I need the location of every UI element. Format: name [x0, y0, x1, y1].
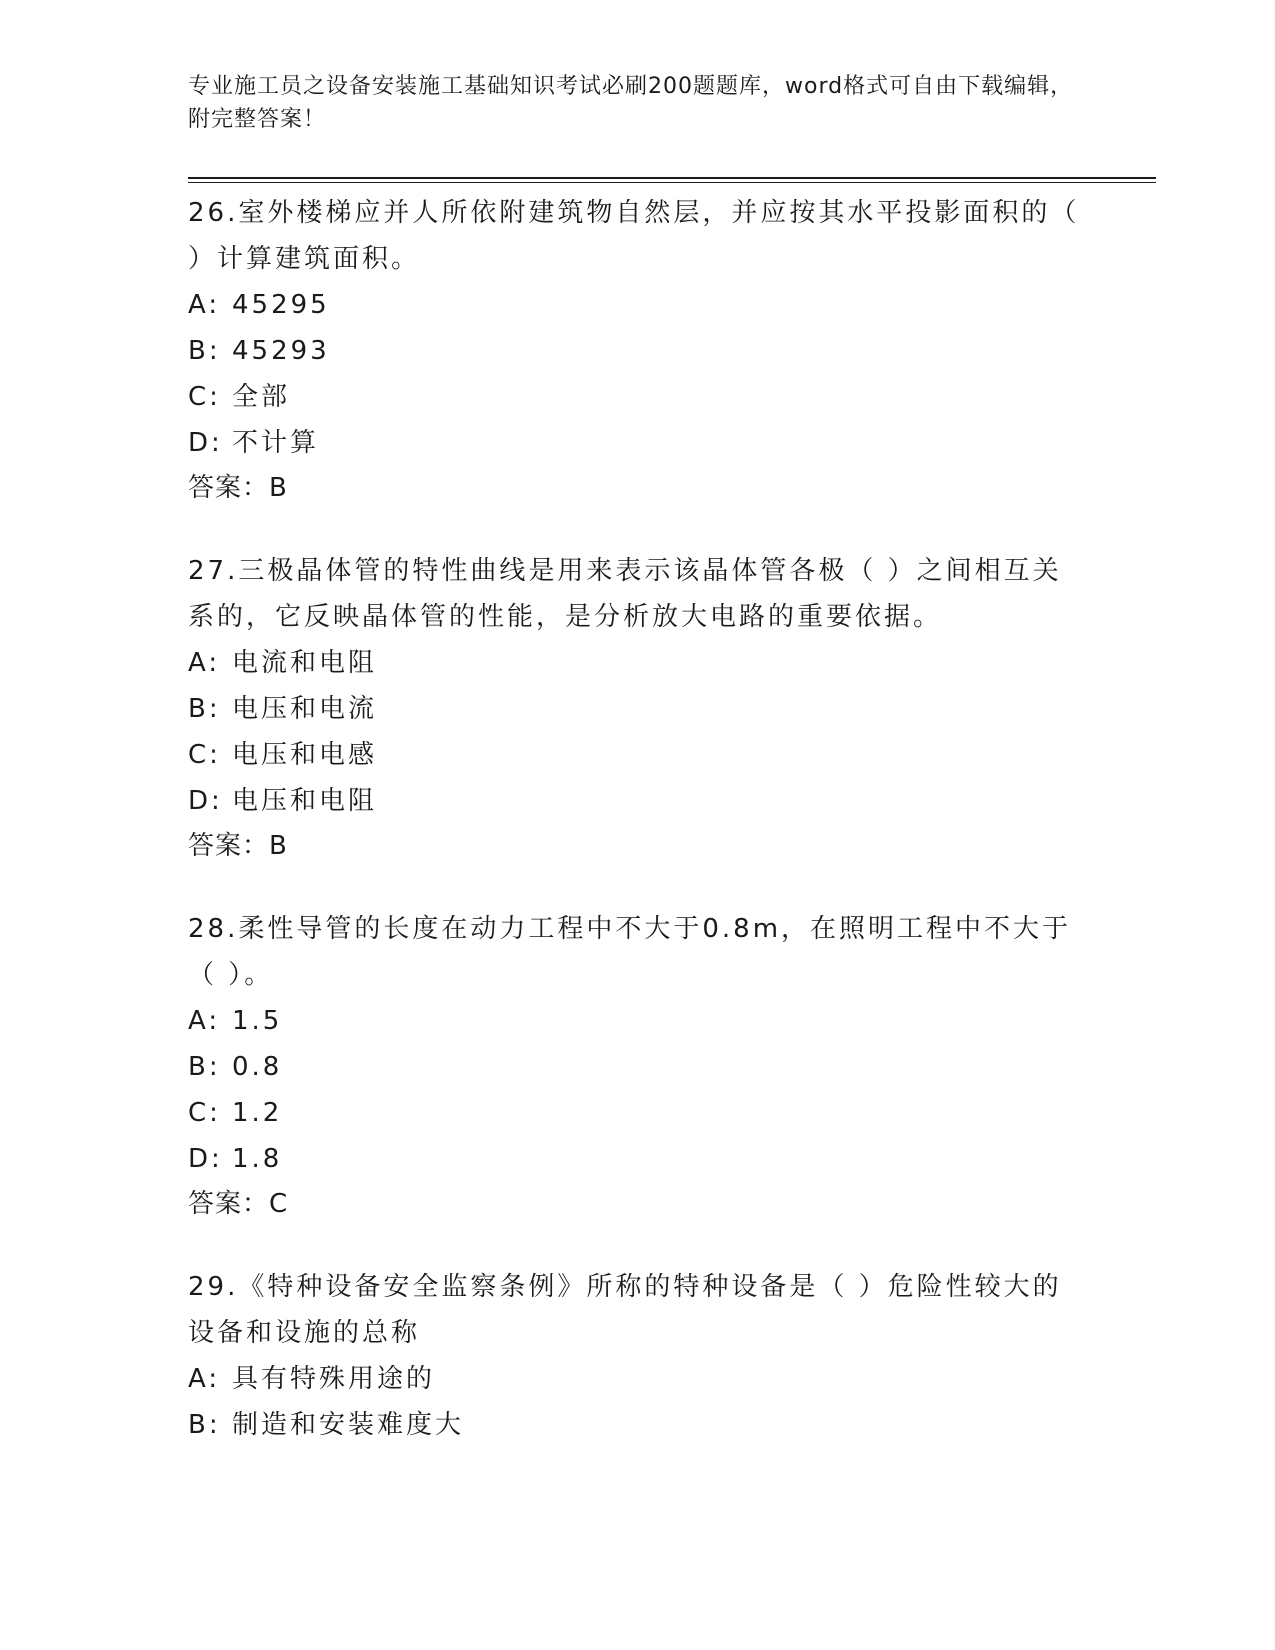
option-letter: B:: [188, 1410, 221, 1440]
option-c: [188, 374, 1088, 420]
option-letter: A:: [188, 1364, 221, 1394]
option-text: 45295: [232, 290, 330, 320]
option-letter: D:: [188, 428, 223, 458]
answer-line: 答案：B: [188, 473, 288, 503]
option-d: [188, 778, 1088, 824]
option-letter: A:: [188, 290, 221, 320]
option-text: 1.8: [232, 1144, 283, 1174]
option-letter: B:: [188, 694, 221, 724]
option-letter: B:: [188, 1052, 221, 1082]
answer-line: 答案：C: [188, 1189, 289, 1219]
answer-line: 答案：B: [188, 831, 288, 861]
question-29: [188, 1262, 1088, 1448]
header-title: 专业施工员之设备安装施工基础知识考试必刷200题题库，word格式可自由下载编辑，附完整答案！: [188, 74, 1074, 132]
option-c: [188, 732, 1088, 778]
document-header: [188, 70, 1088, 136]
question-list: [188, 188, 1088, 1484]
option-d: [188, 420, 1088, 466]
option-a: [188, 640, 1088, 686]
question-27: [188, 546, 1088, 868]
option-text: 0.8: [232, 1052, 283, 1082]
option-text: 45293: [232, 336, 330, 366]
option-letter: A:: [188, 648, 221, 678]
option-text: 电压和电感: [232, 740, 378, 770]
option-b: [188, 686, 1088, 732]
header-divider-thin: [188, 182, 1156, 183]
question-text: 29.《特种设备安全监察条例》所称的特种设备是（ ）危险性较大的设备和设施的总称: [188, 1272, 1062, 1348]
option-text: 电压和电流: [232, 694, 378, 724]
header-divider: [188, 177, 1156, 179]
option-a: [188, 1356, 1088, 1402]
option-letter: C:: [188, 1098, 221, 1128]
option-letter: D:: [188, 786, 223, 816]
question-text: 27.三极晶体管的特性曲线是用来表示该晶体管各极（ ）之间相互关系的，它反映晶体管的性能，是分析放大电路的重要依据。: [188, 556, 1062, 632]
question-28: [188, 904, 1088, 1226]
option-a: [188, 998, 1088, 1044]
option-letter: C:: [188, 382, 221, 412]
option-letter: A:: [188, 1006, 221, 1036]
option-text: 电流和电阻: [232, 648, 378, 678]
option-text: 不计算: [232, 428, 320, 458]
option-text: 全部: [232, 382, 291, 412]
option-letter: C:: [188, 740, 221, 770]
option-d: [188, 1136, 1088, 1182]
option-text: 具有特殊用途的: [232, 1364, 436, 1394]
question-text: 28.柔性导管的长度在动力工程中不大于0.8m，在照明工程中不大于（ ）。: [188, 914, 1072, 990]
option-a: [188, 282, 1088, 328]
option-letter: D:: [188, 1144, 223, 1174]
option-b: [188, 1402, 1088, 1448]
option-b: [188, 1044, 1088, 1090]
option-b: [188, 328, 1088, 374]
option-text: 1.5: [232, 1006, 283, 1036]
option-text: 1.2: [232, 1098, 283, 1128]
option-c: [188, 1090, 1088, 1136]
option-text: 制造和安装难度大: [232, 1410, 465, 1440]
option-text: 电压和电阻: [232, 786, 378, 816]
option-letter: B:: [188, 336, 221, 366]
question-text: 26.室外楼梯应并人所依附建筑物自然层，并应按其水平投影面积的（ ）计算建筑面积。: [188, 198, 1080, 274]
question-26: [188, 188, 1088, 510]
